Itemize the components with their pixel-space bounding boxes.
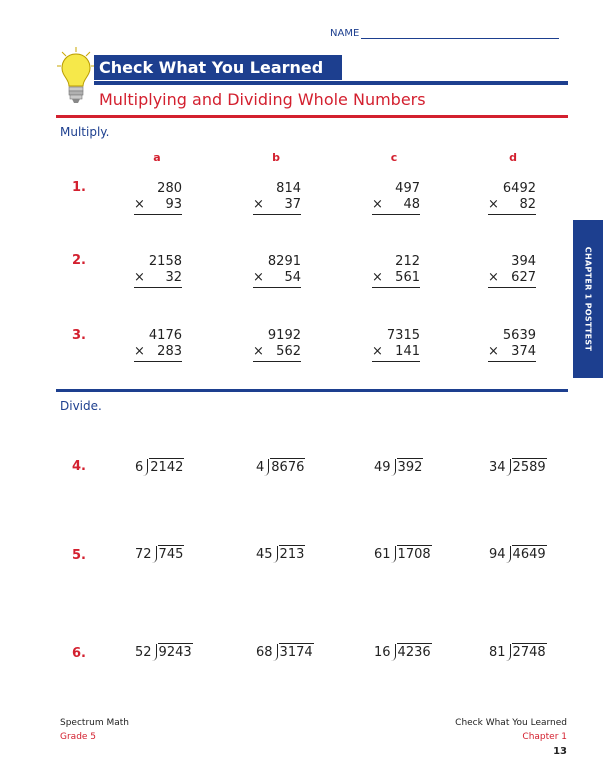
page-subtitle: Multiplying and Dividing Whole Numbers <box>99 90 426 109</box>
multiplicand: 7315 <box>386 328 420 343</box>
division-bracket <box>506 644 511 661</box>
multiplication-problem[interactable] <box>134 328 182 362</box>
multiplicand: 280 <box>157 181 182 196</box>
multiplicand: 2158 <box>148 254 182 269</box>
multiplier: 374 <box>511 344 536 359</box>
times-sign: × <box>253 344 264 359</box>
dividend: 4236 <box>397 645 431 660</box>
multiplication-problem[interactable] <box>372 181 420 215</box>
times-sign: × <box>253 270 264 285</box>
divisor: 68 <box>256 645 273 660</box>
dividend: 745 <box>158 547 184 562</box>
multiplication-problem[interactable] <box>134 254 182 288</box>
multiplier: 48 <box>403 197 420 212</box>
column-letter-b: b <box>272 151 280 164</box>
division-problem[interactable] <box>374 643 432 661</box>
times-sign: × <box>372 197 383 212</box>
problem-number: 3. <box>72 328 86 343</box>
times-sign: × <box>253 197 264 212</box>
division-bracket <box>273 644 278 661</box>
division-bracket <box>506 459 511 476</box>
times-sign: × <box>372 344 383 359</box>
division-problem[interactable] <box>489 643 547 661</box>
multiplier: 562 <box>276 344 301 359</box>
multiplication-problem[interactable] <box>253 254 301 288</box>
multiplication-problem[interactable] <box>372 328 420 362</box>
times-sign: × <box>134 270 145 285</box>
division-problem[interactable] <box>374 458 423 476</box>
division-problem[interactable] <box>135 458 184 476</box>
divisor: 4 <box>256 460 265 475</box>
division-bracket <box>391 459 396 476</box>
subtitle-rule <box>56 115 568 118</box>
times-sign: × <box>134 344 145 359</box>
multiplicand: 9192 <box>267 328 301 343</box>
divisor: 45 <box>256 547 273 562</box>
division-bracket <box>506 546 511 563</box>
divisor: 49 <box>374 460 391 475</box>
divisor: 16 <box>374 645 391 660</box>
multiply-instruction: Multiply. <box>60 125 110 139</box>
multiplier: 141 <box>395 344 420 359</box>
multiplication-problem[interactable] <box>134 181 182 215</box>
multiplication-problem[interactable] <box>372 254 420 288</box>
multiplication-problem[interactable] <box>253 328 301 362</box>
division-problem[interactable] <box>256 643 314 661</box>
section-title: Check What You Learned <box>94 55 342 80</box>
dividend: 213 <box>279 547 305 562</box>
dividend: 8676 <box>271 460 305 475</box>
name-line[interactable] <box>361 28 559 39</box>
multiplier: 54 <box>284 270 301 285</box>
footer-book-title: Spectrum Math <box>60 718 129 728</box>
divisor: 34 <box>489 460 506 475</box>
name-field <box>330 28 559 39</box>
side-tab-label: CHAPTER 1 POSTTEST <box>583 246 593 352</box>
dividend: 1708 <box>397 547 431 562</box>
name-label: NAME <box>330 28 360 39</box>
column-letter-c: c <box>390 151 398 164</box>
light-bulb-icon <box>56 46 96 104</box>
multiplicand: 212 <box>395 254 420 269</box>
division-problem[interactable] <box>135 545 184 563</box>
multiplier: 93 <box>165 197 182 212</box>
dividend: 9243 <box>158 645 192 660</box>
times-sign: × <box>488 270 499 285</box>
multiplier: 37 <box>284 197 301 212</box>
multiplicand: 8291 <box>267 254 301 269</box>
division-problem[interactable] <box>489 545 547 563</box>
dividend: 3174 <box>279 645 313 660</box>
division-bracket <box>391 546 396 563</box>
footer-chapter: Chapter 1 <box>522 732 567 742</box>
multiplicand: 6492 <box>502 181 536 196</box>
column-letter-a: a <box>153 151 161 164</box>
multiplier: 283 <box>157 344 182 359</box>
dividend: 2589 <box>512 460 546 475</box>
division-bracket <box>152 546 157 563</box>
problem-number: 5. <box>72 548 86 563</box>
column-letter-d: d <box>509 151 517 164</box>
multiplication-problem[interactable] <box>488 181 536 215</box>
divisor: 6 <box>135 460 144 475</box>
times-sign: × <box>488 344 499 359</box>
multiplier: 32 <box>165 270 182 285</box>
multiplier: 627 <box>511 270 536 285</box>
division-bracket <box>143 459 148 476</box>
multiplication-problem[interactable] <box>488 254 536 288</box>
footer-section-title: Check What You Learned <box>455 718 567 728</box>
divisor: 81 <box>489 645 506 660</box>
divisor: 94 <box>489 547 506 562</box>
title-rule <box>94 81 568 85</box>
divisor: 52 <box>135 645 152 660</box>
multiplicand: 497 <box>395 181 420 196</box>
multiplicand: 394 <box>511 254 536 269</box>
divide-instruction: Divide. <box>60 399 102 413</box>
division-bracket <box>152 644 157 661</box>
times-sign: × <box>488 197 499 212</box>
division-problem[interactable] <box>256 545 305 563</box>
section-rule <box>56 389 568 392</box>
multiplication-problem[interactable] <box>488 328 536 362</box>
division-bracket <box>273 546 278 563</box>
times-sign: × <box>134 197 145 212</box>
dividend: 2748 <box>512 645 546 660</box>
division-problem[interactable] <box>489 458 547 476</box>
divisor: 61 <box>374 547 391 562</box>
division-bracket <box>391 644 396 661</box>
divisor: 72 <box>135 547 152 562</box>
multiplier: 561 <box>395 270 420 285</box>
problem-number: 4. <box>72 459 86 474</box>
dividend: 392 <box>397 460 423 475</box>
dividend: 2142 <box>150 460 184 475</box>
division-problem[interactable] <box>256 458 305 476</box>
multiplicand: 814 <box>276 181 301 196</box>
division-bracket <box>264 459 269 476</box>
problem-number: 6. <box>72 646 86 661</box>
multiplication-problem[interactable] <box>253 181 301 215</box>
division-problem[interactable] <box>135 643 193 661</box>
multiplier: 82 <box>519 197 536 212</box>
dividend: 4649 <box>512 547 546 562</box>
times-sign: × <box>372 270 383 285</box>
multiplicand: 4176 <box>148 328 182 343</box>
problem-number: 2. <box>72 253 86 268</box>
chapter-posttest-tab <box>573 220 603 378</box>
problem-number: 1. <box>72 180 86 195</box>
footer-grade: Grade 5 <box>60 732 97 742</box>
page-number: 13 <box>553 746 567 757</box>
division-problem[interactable] <box>374 545 432 563</box>
multiplicand: 5639 <box>502 328 536 343</box>
